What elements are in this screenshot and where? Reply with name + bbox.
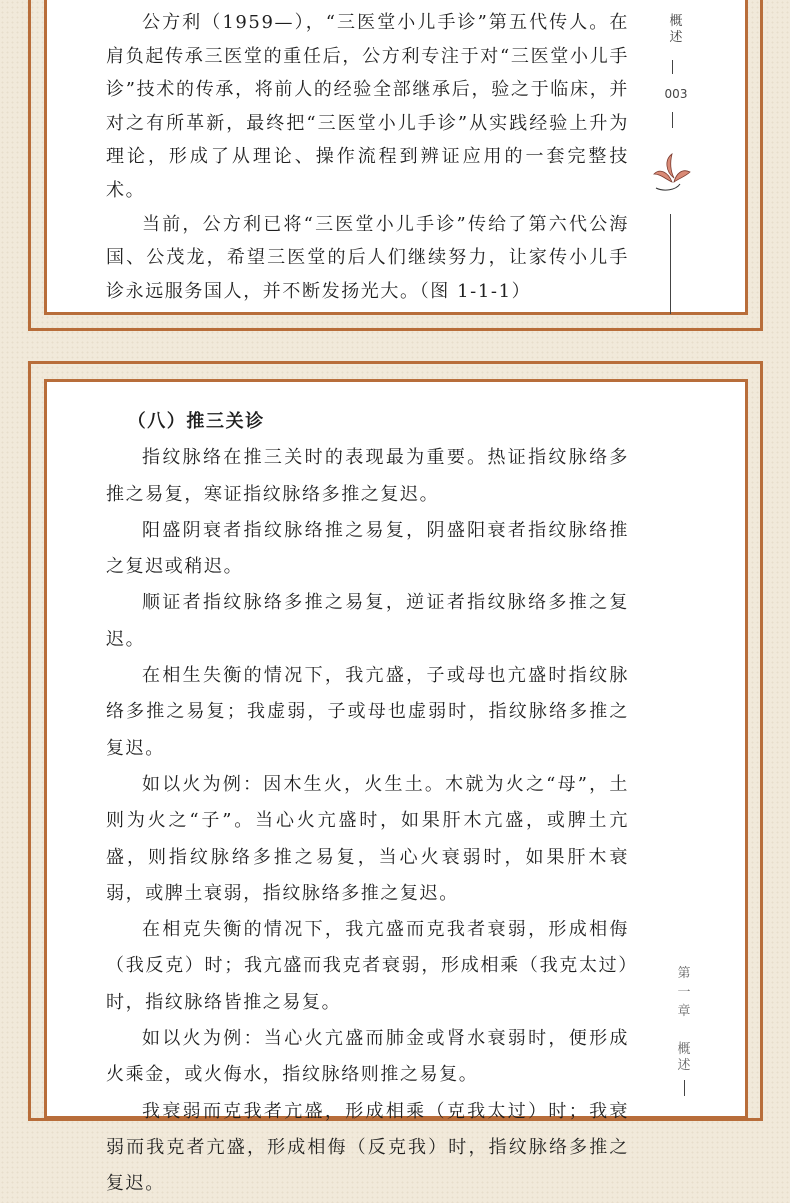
paragraph: 在相生失衡的情况下，我亢盛，子或母也亢盛时指纹脉络多推之易复；我虚弱，子或母也虚弱时，指纹脉络多推之复迟。 <box>106 665 629 759</box>
paragraph: 阳盛阴衰者指纹脉络推之易复，阴盛阳衰者指纹脉络推之复迟或稍迟。 <box>106 519 629 578</box>
paragraph: 我衰弱而克我者亢盛，形成相乘（克我太过）时；我衰弱而我克者亢盛，形成相侮（反克我）时，指纹脉络多推之复迟。 <box>106 1100 629 1195</box>
paragraph: 顺证者指纹脉络多推之易复，逆证者指纹脉络多推之复迟。 <box>106 592 629 650</box>
side-section-label: 概 述 <box>669 14 683 45</box>
side-divider <box>672 112 673 128</box>
paragraph: 指纹脉络在推三关时的表现最为重要。热证指纹脉络多推之易复，寒证指纹脉络多推之复迟。 <box>106 447 629 505</box>
paragraph: 在相克失衡的情况下，我亢盛而克我者衰弱，形成相侮（我反克）时；我亢盛而我克者衰弱，形成相乘（我克太过）时，指纹脉络皆推之易复。 <box>106 919 629 1013</box>
paragraph: 如以火为例：因木生火，火生土。木就为火之“母”，土则为火之“子”。当心火亢盛时，如果肝木亢盛，或脾土亢盛，则指纹脉络多推之易复，当心火衰弱时，如果肝木衰弱，或脾土衰弱，指纹脉络多推之复迟。 <box>106 773 629 904</box>
side-section-label: 概 述 <box>677 1042 691 1073</box>
side-rule-line <box>670 214 671 314</box>
side-divider <box>684 1080 685 1096</box>
paragraph: 当前，公方利已将“三医堂小儿手诊”传给了第六代公海国、公茂龙，希望三医堂的后人们继续努力，让家传小儿手诊永远服务国人，并不断发扬光大。（图 1-1-1） <box>106 213 629 302</box>
paragraph: 公方利（1959—），“三医堂小儿手诊”第五代传人。在肩负起传承三医堂的重任后，公方利专注于对“三医堂小儿手诊”技术的传承，将前人的经验全部继承后，验之于临床，并对之有所革新，最终把“三医堂小儿手诊”从实践经验上升为理论，形成了从理论、操作流程到辨证应用的一套完整技术。 <box>106 12 629 201</box>
side-chapter-label: 第 一 章 <box>677 966 691 1019</box>
side-divider <box>672 60 673 74</box>
paragraph: 如以火为例：当心火亢盛而肺金或肾水衰弱时，便形成火乘金，或火侮水，指纹脉络则推之易复。 <box>106 1028 629 1086</box>
floral-ornament-icon <box>650 148 694 194</box>
page-number: 003 <box>664 87 688 101</box>
top-body-text <box>106 6 629 308</box>
section-heading: （八）推三关诊 <box>127 411 265 432</box>
bottom-body-text <box>106 404 629 1203</box>
